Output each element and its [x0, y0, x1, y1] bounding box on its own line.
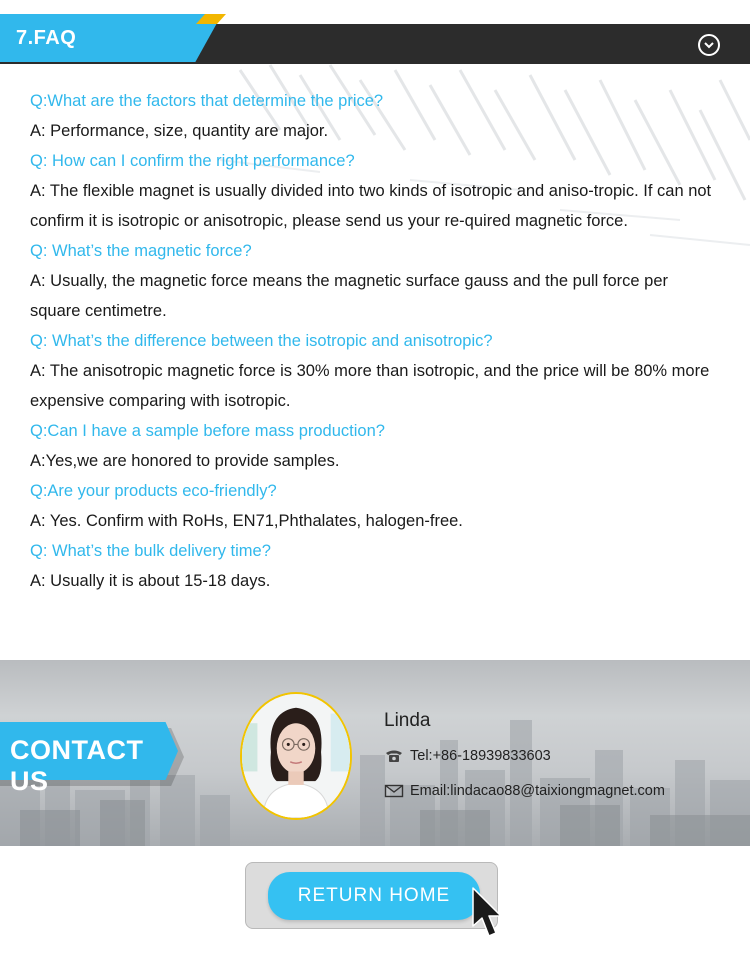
- faq-question: Q:What are the factors that determine the price?: [30, 92, 384, 110]
- contact-phone-text: Tel:+86-18939833603: [410, 748, 551, 764]
- faq-list: [30, 86, 720, 596]
- contact-name: Linda: [384, 710, 431, 731]
- contact-email: [384, 783, 665, 799]
- faq-question: Q: What’s the bulk delivery time?: [30, 542, 271, 560]
- pointer-cursor-icon: [470, 886, 504, 944]
- faq-question: Q: How can I confirm the right performance?: [30, 152, 355, 170]
- contact-title: CONTACT US: [10, 735, 144, 796]
- mail-icon: [384, 783, 404, 799]
- chevron-down-circle-icon[interactable]: [698, 34, 720, 56]
- faq-answer: A: Performance, size, quantity are major.: [30, 122, 329, 140]
- faq-answer: A: Yes. Confirm with RoHs, EN71,Phthalates, halogen-free.: [30, 512, 463, 530]
- return-home-button[interactable]: RETURN HOME: [268, 872, 480, 920]
- phone-icon: [384, 748, 404, 764]
- faq-question: Q:Can I have a sample before mass production?: [30, 422, 385, 440]
- section-title: 7.FAQ: [16, 27, 77, 49]
- faq-answer: A:Yes,we are honored to provide samples.: [30, 452, 340, 470]
- contact-tab: [0, 722, 178, 796]
- faq-question: Q: What’s the difference between the isotropic and anisotropic?: [30, 332, 493, 350]
- contact-phone: [384, 748, 551, 764]
- contact-section: [0, 660, 750, 846]
- faq-header: [0, 14, 750, 64]
- faq-question: Q: What’s the magnetic force?: [30, 242, 252, 260]
- faq-question: Q:Are your products eco-friendly?: [30, 482, 277, 500]
- faq-answer: A: Usually it is about 15-18 days.: [30, 572, 271, 590]
- contact-email-text[interactable]: Email:lindacao88@taixiongmagnet.com: [410, 783, 665, 799]
- faq-answer: A: The flexible magnet is usually divided into two kinds of isotropic and aniso-tropic. If can not confirm it is isotropic or anisotropic, please send us your re-quired magnetic force.: [30, 182, 712, 230]
- faq-answer: A: The anisotropic magnetic force is 30% more than isotropic, and the price will be 80% more expensive comparing with isotropic.: [30, 362, 710, 410]
- faq-answer: A: Usually, the magnetic force means the magnetic surface gauss and the pull force per square centimetre.: [30, 272, 669, 320]
- avatar: [240, 692, 352, 820]
